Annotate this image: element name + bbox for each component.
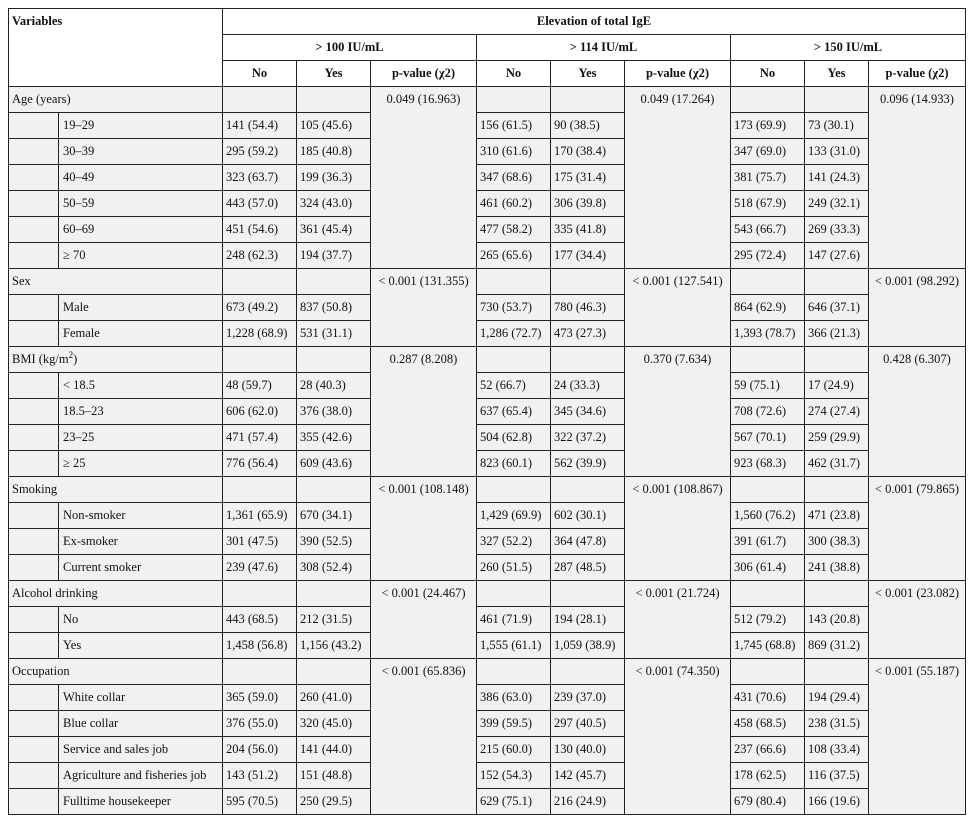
table-row: [9, 789, 966, 815]
empty-cell: [297, 659, 371, 685]
no-count-cell: 152 (54.3): [477, 763, 551, 789]
no-count-cell: 451 (54.6): [223, 217, 297, 243]
yes-count-cell: 602 (30.1): [551, 503, 625, 529]
group-row: [9, 581, 966, 607]
category-label: Non-smoker: [59, 503, 223, 529]
no-count-cell: 776 (56.4): [223, 451, 297, 477]
table-row: [9, 373, 966, 399]
table-row: [9, 685, 966, 711]
yes-count-cell: 212 (31.5): [297, 607, 371, 633]
yes-count-cell: 238 (31.5): [805, 711, 869, 737]
group-label: [9, 269, 223, 295]
no-count-cell: 431 (70.6): [731, 685, 805, 711]
category-label: No: [59, 607, 223, 633]
pvalue-cell: < 0.001 (108.148): [371, 477, 477, 581]
pvalue-cell: 0.049 (17.264): [625, 87, 731, 269]
group-label-tail: ): [73, 352, 78, 366]
category-label: Blue collar: [59, 711, 223, 737]
category-label: 23–25: [59, 425, 223, 451]
pvalue-cell: < 0.001 (65.836): [371, 659, 477, 815]
yes-count-cell: 130 (40.0): [551, 737, 625, 763]
yes-count-cell: 90 (38.5): [551, 113, 625, 139]
indent-cell: [9, 763, 59, 789]
yes-count-cell: 287 (48.5): [551, 555, 625, 581]
yes-count-cell: 141 (24.3): [805, 165, 869, 191]
empty-cell: [477, 659, 551, 685]
indent-cell: [9, 139, 59, 165]
table-row: [9, 607, 966, 633]
no-count-cell: 864 (62.9): [731, 295, 805, 321]
no-count-cell: 48 (59.7): [223, 373, 297, 399]
yes-header: Yes: [805, 61, 869, 87]
table-row: [9, 165, 966, 191]
yes-count-cell: 147 (27.6): [805, 243, 869, 269]
table-body: [9, 87, 966, 815]
table-row: [9, 243, 966, 269]
yes-count-cell: 780 (46.3): [551, 295, 625, 321]
group-label: [9, 581, 223, 607]
yes-count-cell: 324 (43.0): [297, 191, 371, 217]
no-count-cell: 629 (75.1): [477, 789, 551, 815]
table-row: [9, 555, 966, 581]
pvalue-cell: < 0.001 (98.292): [869, 269, 966, 347]
no-count-cell: 59 (75.1): [731, 373, 805, 399]
no-count-cell: 347 (68.6): [477, 165, 551, 191]
yes-count-cell: 199 (36.3): [297, 165, 371, 191]
no-count-cell: 323 (63.7): [223, 165, 297, 191]
yes-header: Yes: [297, 61, 371, 87]
table-row: [9, 737, 966, 763]
no-count-cell: 204 (56.0): [223, 737, 297, 763]
yes-count-cell: 562 (39.9): [551, 451, 625, 477]
table-row: [9, 295, 966, 321]
no-count-cell: 265 (65.6): [477, 243, 551, 269]
no-count-cell: 306 (61.4): [731, 555, 805, 581]
yes-count-cell: 269 (33.3): [805, 217, 869, 243]
yes-count-cell: 28 (40.3): [297, 373, 371, 399]
no-count-cell: 260 (51.5): [477, 555, 551, 581]
yes-count-cell: 670 (34.1): [297, 503, 371, 529]
indent-cell: [9, 685, 59, 711]
category-label: < 18.5: [59, 373, 223, 399]
yes-count-cell: 194 (37.7): [297, 243, 371, 269]
category-label: 18.5–23: [59, 399, 223, 425]
no-count-cell: 156 (61.5): [477, 113, 551, 139]
no-count-cell: 637 (65.4): [477, 399, 551, 425]
yes-count-cell: 297 (40.5): [551, 711, 625, 737]
ige-elevation-table: [8, 8, 966, 815]
pvalue-cell: 0.096 (14.933): [869, 87, 966, 269]
pvalue-header: p-value (χ2): [869, 61, 966, 87]
no-count-cell: 730 (53.7): [477, 295, 551, 321]
indent-cell: [9, 737, 59, 763]
group-label-text: Occupation: [12, 664, 70, 678]
no-count-cell: 461 (60.2): [477, 191, 551, 217]
pvalue-cell: < 0.001 (131.355): [371, 269, 477, 347]
empty-cell: [731, 269, 805, 295]
indent-cell: [9, 789, 59, 815]
group-label: [9, 659, 223, 685]
indent-cell: [9, 425, 59, 451]
empty-cell: [731, 347, 805, 373]
yes-count-cell: 185 (40.8): [297, 139, 371, 165]
yes-count-cell: 1,156 (43.2): [297, 633, 371, 659]
no-count-cell: 52 (66.7): [477, 373, 551, 399]
empty-cell: [223, 659, 297, 685]
table-row: [9, 399, 966, 425]
yes-count-cell: 141 (44.0): [297, 737, 371, 763]
empty-cell: [805, 659, 869, 685]
category-label: ≥ 70: [59, 243, 223, 269]
empty-cell: [551, 347, 625, 373]
indent-cell: [9, 165, 59, 191]
empty-cell: [551, 477, 625, 503]
category-label: White collar: [59, 685, 223, 711]
pvalue-header: p-value (χ2): [371, 61, 477, 87]
yes-count-cell: 17 (24.9): [805, 373, 869, 399]
yes-count-cell: 869 (31.2): [805, 633, 869, 659]
no-count-cell: 386 (63.0): [477, 685, 551, 711]
no-count-cell: 512 (79.2): [731, 607, 805, 633]
no-count-cell: 543 (66.7): [731, 217, 805, 243]
empty-cell: [805, 477, 869, 503]
threshold-header-100: > 100 IU/mL: [223, 35, 477, 61]
no-header: No: [223, 61, 297, 87]
threshold-header-114: > 114 IU/mL: [477, 35, 731, 61]
yes-count-cell: 177 (34.4): [551, 243, 625, 269]
empty-cell: [731, 87, 805, 113]
no-count-cell: 679 (80.4): [731, 789, 805, 815]
table-row: [9, 633, 966, 659]
pvalue-cell: < 0.001 (24.467): [371, 581, 477, 659]
yes-count-cell: 73 (30.1): [805, 113, 869, 139]
no-count-cell: 923 (68.3): [731, 451, 805, 477]
pvalue-cell: < 0.001 (23.082): [869, 581, 966, 659]
category-label: 60–69: [59, 217, 223, 243]
pvalue-cell: 0.428 (6.307): [869, 347, 966, 477]
yes-count-cell: 166 (19.6): [805, 789, 869, 815]
empty-cell: [731, 581, 805, 607]
indent-cell: [9, 243, 59, 269]
table-row: [9, 529, 966, 555]
empty-cell: [297, 581, 371, 607]
empty-cell: [477, 269, 551, 295]
empty-cell: [477, 87, 551, 113]
yes-count-cell: 473 (27.3): [551, 321, 625, 347]
yes-count-cell: 609 (43.6): [297, 451, 371, 477]
yes-count-cell: 320 (45.0): [297, 711, 371, 737]
yes-count-cell: 249 (32.1): [805, 191, 869, 217]
pvalue-cell: 0.049 (16.963): [371, 87, 477, 269]
yes-count-cell: 194 (28.1): [551, 607, 625, 633]
yes-count-cell: 241 (38.8): [805, 555, 869, 581]
table-row: [9, 763, 966, 789]
no-count-cell: 365 (59.0): [223, 685, 297, 711]
group-row: [9, 269, 966, 295]
no-count-cell: 215 (60.0): [477, 737, 551, 763]
yes-count-cell: 335 (41.8): [551, 217, 625, 243]
no-count-cell: 823 (60.1): [477, 451, 551, 477]
pvalue-cell: 0.370 (7.634): [625, 347, 731, 477]
no-count-cell: 443 (68.5): [223, 607, 297, 633]
group-row: [9, 659, 966, 685]
no-count-cell: 237 (66.6): [731, 737, 805, 763]
table-row: [9, 217, 966, 243]
no-count-cell: 1,361 (65.9): [223, 503, 297, 529]
no-count-cell: 295 (72.4): [731, 243, 805, 269]
no-count-cell: 443 (57.0): [223, 191, 297, 217]
indent-cell: [9, 217, 59, 243]
pvalue-cell: < 0.001 (74.350): [625, 659, 731, 815]
yes-count-cell: 376 (38.0): [297, 399, 371, 425]
yes-count-cell: 300 (38.3): [805, 529, 869, 555]
indent-cell: [9, 711, 59, 737]
empty-cell: [223, 269, 297, 295]
pvalue-cell: < 0.001 (55.187): [869, 659, 966, 815]
table-row: [9, 711, 966, 737]
pvalue-cell: < 0.001 (79.865): [869, 477, 966, 581]
no-count-cell: 1,555 (61.1): [477, 633, 551, 659]
yes-count-cell: 462 (31.7): [805, 451, 869, 477]
table-row: [9, 191, 966, 217]
group-label-text: Smoking: [12, 482, 58, 496]
no-header: No: [477, 61, 551, 87]
yes-count-cell: 24 (33.3): [551, 373, 625, 399]
group-label: [9, 347, 223, 373]
indent-cell: [9, 373, 59, 399]
empty-cell: [551, 87, 625, 113]
empty-cell: [223, 477, 297, 503]
no-count-cell: 1,458 (56.8): [223, 633, 297, 659]
yes-count-cell: 216 (24.9): [551, 789, 625, 815]
category-label: Fulltime housekeeper: [59, 789, 223, 815]
category-label: 40–49: [59, 165, 223, 191]
no-count-cell: 606 (62.0): [223, 399, 297, 425]
empty-cell: [805, 347, 869, 373]
no-count-cell: 310 (61.6): [477, 139, 551, 165]
table-row: [9, 139, 966, 165]
yes-header: Yes: [551, 61, 625, 87]
no-count-cell: 471 (57.4): [223, 425, 297, 451]
group-label-text: BMI (kg/m: [12, 352, 69, 366]
no-count-cell: 178 (62.5): [731, 763, 805, 789]
empty-cell: [805, 269, 869, 295]
no-count-cell: 173 (69.9): [731, 113, 805, 139]
yes-count-cell: 322 (37.2): [551, 425, 625, 451]
indent-cell: [9, 529, 59, 555]
no-count-cell: 391 (61.7): [731, 529, 805, 555]
yes-count-cell: 108 (33.4): [805, 737, 869, 763]
yes-count-cell: 531 (31.1): [297, 321, 371, 347]
table-row: [9, 113, 966, 139]
no-count-cell: 327 (52.2): [477, 529, 551, 555]
yes-count-cell: 355 (42.6): [297, 425, 371, 451]
empty-cell: [731, 477, 805, 503]
yes-count-cell: 239 (37.0): [551, 685, 625, 711]
category-label: Yes: [59, 633, 223, 659]
pvalue-cell: < 0.001 (21.724): [625, 581, 731, 659]
no-count-cell: 301 (47.5): [223, 529, 297, 555]
no-count-cell: 239 (47.6): [223, 555, 297, 581]
yes-count-cell: 308 (52.4): [297, 555, 371, 581]
category-label: Current smoker: [59, 555, 223, 581]
indent-cell: [9, 113, 59, 139]
no-count-cell: 141 (54.4): [223, 113, 297, 139]
no-header: No: [731, 61, 805, 87]
no-count-cell: 708 (72.6): [731, 399, 805, 425]
no-count-cell: 1,286 (72.7): [477, 321, 551, 347]
indent-cell: [9, 633, 59, 659]
group-label: [9, 87, 223, 113]
yes-count-cell: 274 (27.4): [805, 399, 869, 425]
yes-count-cell: 170 (38.4): [551, 139, 625, 165]
indent-cell: [9, 555, 59, 581]
yes-count-cell: 471 (23.8): [805, 503, 869, 529]
yes-count-cell: 260 (41.0): [297, 685, 371, 711]
no-count-cell: 595 (70.5): [223, 789, 297, 815]
category-label: Male: [59, 295, 223, 321]
no-count-cell: 347 (69.0): [731, 139, 805, 165]
yes-count-cell: 142 (45.7): [551, 763, 625, 789]
yes-count-cell: 194 (29.4): [805, 685, 869, 711]
category-label: 19–29: [59, 113, 223, 139]
yes-count-cell: 250 (29.5): [297, 789, 371, 815]
yes-count-cell: 361 (45.4): [297, 217, 371, 243]
empty-cell: [297, 269, 371, 295]
empty-cell: [551, 659, 625, 685]
no-count-cell: 518 (67.9): [731, 191, 805, 217]
no-count-cell: 1,228 (68.9): [223, 321, 297, 347]
yes-count-cell: 306 (39.8): [551, 191, 625, 217]
no-count-cell: 376 (55.0): [223, 711, 297, 737]
yes-count-cell: 259 (29.9): [805, 425, 869, 451]
pvalue-header: p-value (χ2): [625, 61, 731, 87]
yes-count-cell: 364 (47.8): [551, 529, 625, 555]
group-label-text: Sex: [12, 274, 31, 288]
empty-cell: [805, 581, 869, 607]
yes-count-cell: 151 (48.8): [297, 763, 371, 789]
category-label: Ex-smoker: [59, 529, 223, 555]
empty-cell: [477, 477, 551, 503]
elevation-header: Elevation of total IgE: [223, 9, 966, 35]
category-label: Female: [59, 321, 223, 347]
empty-cell: [477, 347, 551, 373]
empty-cell: [223, 87, 297, 113]
empty-cell: [223, 581, 297, 607]
yes-count-cell: 116 (37.5): [805, 763, 869, 789]
no-count-cell: 504 (62.8): [477, 425, 551, 451]
no-count-cell: 295 (59.2): [223, 139, 297, 165]
indent-cell: [9, 399, 59, 425]
yes-count-cell: 390 (52.5): [297, 529, 371, 555]
table-header: [9, 9, 966, 87]
empty-cell: [805, 87, 869, 113]
indent-cell: [9, 451, 59, 477]
table-row: [9, 503, 966, 529]
yes-count-cell: 837 (50.8): [297, 295, 371, 321]
no-count-cell: 248 (62.3): [223, 243, 297, 269]
no-count-cell: 567 (70.1): [731, 425, 805, 451]
yes-count-cell: 1,059 (38.9): [551, 633, 625, 659]
indent-cell: [9, 503, 59, 529]
threshold-header-150: > 150 IU/mL: [731, 35, 966, 61]
yes-count-cell: 366 (21.3): [805, 321, 869, 347]
group-label: [9, 477, 223, 503]
category-label: Service and sales job: [59, 737, 223, 763]
empty-cell: [551, 269, 625, 295]
empty-cell: [297, 87, 371, 113]
no-count-cell: 461 (71.9): [477, 607, 551, 633]
pvalue-cell: < 0.001 (127.541): [625, 269, 731, 347]
indent-cell: [9, 295, 59, 321]
no-count-cell: 458 (68.5): [731, 711, 805, 737]
empty-cell: [551, 581, 625, 607]
no-count-cell: 1,393 (78.7): [731, 321, 805, 347]
indent-cell: [9, 191, 59, 217]
category-label: 30–39: [59, 139, 223, 165]
no-count-cell: 673 (49.2): [223, 295, 297, 321]
category-label: 50–59: [59, 191, 223, 217]
table-row: [9, 451, 966, 477]
yes-count-cell: 133 (31.0): [805, 139, 869, 165]
no-count-cell: 1,560 (76.2): [731, 503, 805, 529]
no-count-cell: 1,429 (69.9): [477, 503, 551, 529]
no-count-cell: 381 (75.7): [731, 165, 805, 191]
table-row: [9, 321, 966, 347]
yes-count-cell: 175 (31.4): [551, 165, 625, 191]
group-label-superscript: 2: [68, 349, 74, 360]
group-row: [9, 347, 966, 373]
empty-cell: [731, 659, 805, 685]
no-count-cell: 399 (59.5): [477, 711, 551, 737]
category-label: ≥ 25: [59, 451, 223, 477]
no-count-cell: 477 (58.2): [477, 217, 551, 243]
variables-header: Variables: [9, 9, 223, 87]
group-row: [9, 87, 966, 113]
table-row: [9, 425, 966, 451]
yes-count-cell: 143 (20.8): [805, 607, 869, 633]
empty-cell: [223, 347, 297, 373]
yes-count-cell: 105 (45.6): [297, 113, 371, 139]
empty-cell: [297, 347, 371, 373]
empty-cell: [297, 477, 371, 503]
group-row: [9, 477, 966, 503]
pvalue-cell: 0.287 (8.208): [371, 347, 477, 477]
indent-cell: [9, 607, 59, 633]
indent-cell: [9, 321, 59, 347]
no-count-cell: 143 (51.2): [223, 763, 297, 789]
pvalue-cell: < 0.001 (108.867): [625, 477, 731, 581]
group-label-text: Alcohol drinking: [12, 586, 98, 600]
yes-count-cell: 646 (37.1): [805, 295, 869, 321]
group-label-text: Age (years): [12, 92, 71, 106]
empty-cell: [477, 581, 551, 607]
no-count-cell: 1,745 (68.8): [731, 633, 805, 659]
category-label: Agriculture and fisheries job: [59, 763, 223, 789]
yes-count-cell: 345 (34.6): [551, 399, 625, 425]
